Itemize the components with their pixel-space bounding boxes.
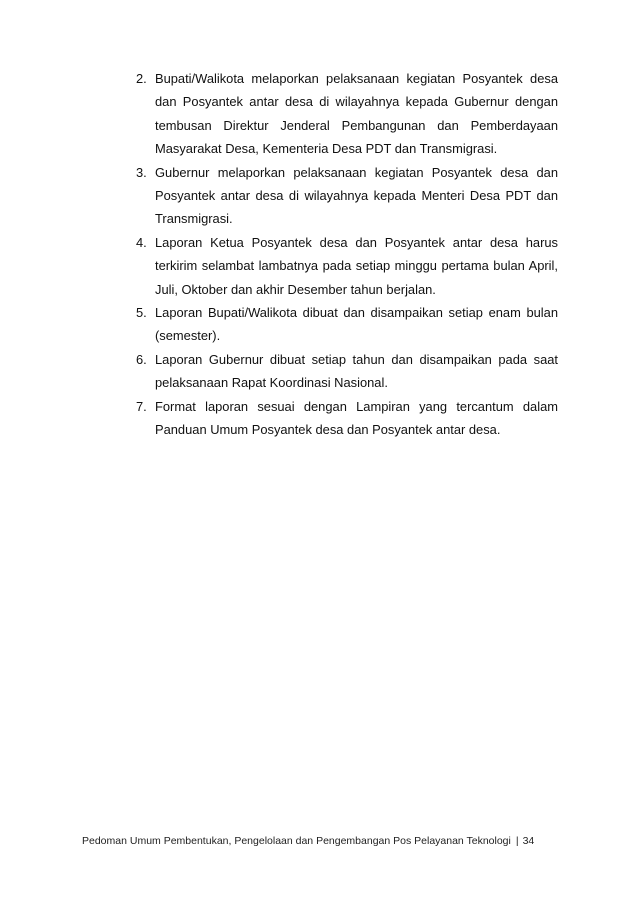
- list-item-text: Format laporan sesuai dengan Lampiran yang tercantum dalam Panduan Umum Posyantek desa dan Posyantek antar desa.: [155, 398, 558, 438]
- list-item-number: 6.: [136, 351, 147, 367]
- footer-separator: |: [515, 835, 519, 847]
- list-item-number: 2.: [136, 71, 147, 86]
- list-item-number: 7.: [136, 398, 147, 414]
- page-footer: [82, 835, 560, 847]
- list-item-6: [136, 348, 558, 395]
- list-item-number: 5.: [136, 305, 147, 321]
- list-item-text: Laporan Gubernur dibuat setiap tahun dan disampaikan pada saat pelaksanaan Rapat Koordinasi Nasional.: [155, 351, 558, 391]
- list-item-3: [136, 161, 558, 231]
- footer-title: Pedoman Umum Pembentukan, Pengelolaan dan Pengembangan Pos Pelayanan Teknologi: [82, 835, 511, 847]
- list-item-2: [136, 67, 558, 161]
- list-item-5: [136, 301, 558, 348]
- list-item-text: Bupati/Walikota melaporkan pelaksanaan kegiatan Posyantek desa dan Posyantek antar desa di wilayahnya kepada Gubernur dengan tembusan Direktur Jenderal Pembangunan dan Pemberdayaan Masyarakat Desa, Kementeria Desa PDT dan Transmigrasi.: [155, 71, 558, 157]
- list-item-4: [136, 231, 558, 301]
- list-item-text: Laporan Bupati/Walikota dibuat dan disampaikan setiap enam bulan (semester).: [155, 305, 558, 344]
- list-item-7: [136, 395, 558, 442]
- report-procedure-list: [136, 67, 558, 442]
- list-item-number: 3.: [136, 164, 147, 180]
- list-item-text: Gubernur melaporkan pelaksanaan kegiatan Posyantek desa dan Posyantek antar desa di wilayahnya kepada Menteri Desa PDT dan Transmigrasi.: [155, 164, 558, 227]
- list-item-text: Laporan Ketua Posyantek desa dan Posyantek antar desa harus terkirim selambat lambatnya pada setiap minggu pertama bulan April, Juli, Oktober dan akhir Desember tahun berjalan.: [155, 234, 558, 297]
- list-item-number: 4.: [136, 234, 147, 250]
- page-number: 34: [522, 835, 535, 847]
